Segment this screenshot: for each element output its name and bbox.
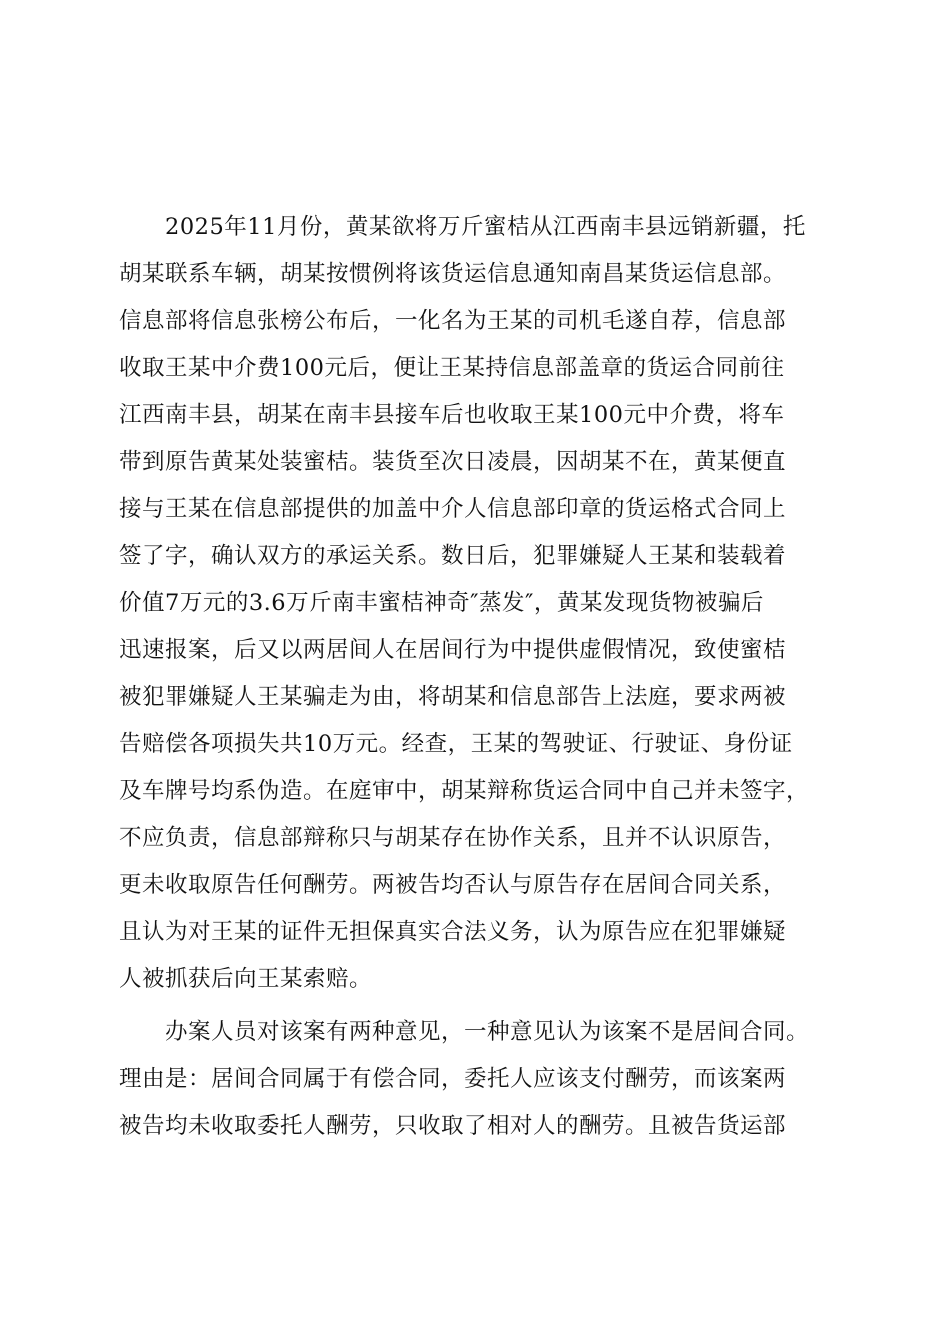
paragraph-1-line-6: 带到原告黄某处装蜜桔。装货至次日凌晨，因胡某不在，黄某便直	[119, 449, 787, 475]
paragraph-1-line-5: 江西南丰县，胡某在南丰县接车后也收取王某100元中介费，将车	[119, 402, 785, 428]
paragraph-1-line-1: 2025年11月份，黄某欲将万斤蜜桔从江西南丰县远销新疆，托	[165, 214, 806, 240]
paragraph-1-line-7: 接与王某在信息部提供的加盖中介人信息部印章的货运格式合同上	[119, 496, 787, 522]
paragraph-1-line-11: 被犯罪嫌疑人王某骗走为由，将胡某和信息部告上法庭，要求两被	[119, 684, 787, 710]
paragraph-2-line-1: 办案人员对该案有两种意见，一种意见认为该案不是居间合同。	[165, 1019, 810, 1045]
paragraph-1-line-14: 不应负责，信息部辩称只与胡某存在协作关系，且并不认识原告，	[119, 825, 787, 851]
paragraph-1-line-2: 胡某联系车辆，胡某按惯例将该货运信息通知南昌某货运信息部。	[119, 261, 787, 287]
paragraph-1-line-13: 及车牌号均系伪造。在庭审中，胡某辩称货运合同中自己并未签字，	[119, 778, 810, 804]
paragraph-1-line-8: 签了字，确认双方的承运关系。数日后，犯罪嫌疑人王某和装载着	[119, 543, 787, 569]
paragraph-1-line-4: 收取王某中介费100元后，便让王某持信息部盖章的货运合同前往	[119, 355, 785, 381]
paragraph-1-line-3: 信息部将信息张榜公布后，一化名为王某的司机毛遂自荐，信息部	[119, 308, 787, 334]
paragraph-1-line-17: 人被抓获后向王某索赔。	[119, 966, 373, 992]
paragraph-1-line-9: 价值7万元的3.6万斤南丰蜜桔神奇″蒸发″，黄某发现货物被骗后	[119, 590, 764, 616]
paragraph-1-line-12: 告赔偿各项损失共10万元。经查，王某的驾驶证、行驶证、身份证	[119, 731, 793, 757]
paragraph-2-line-3: 被告均未收取委托人酬劳，只收取了相对人的酬劳。且被告货运部	[119, 1113, 787, 1139]
paragraph-1-line-10: 迅速报案，后又以两居间人在居间行为中提供虚假情况，致使蜜桔	[119, 637, 787, 663]
paragraph-1-line-15: 更未收取原告任何酬劳。两被告均否认与原告存在居间合同关系，	[119, 872, 787, 898]
paragraph-2-line-2: 理由是：居间合同属于有偿合同，委托人应该支付酬劳，而该案两	[119, 1066, 787, 1092]
paragraph-1-line-16: 且认为对王某的证件无担保真实合法义务，认为原告应在犯罪嫌疑	[119, 919, 787, 945]
